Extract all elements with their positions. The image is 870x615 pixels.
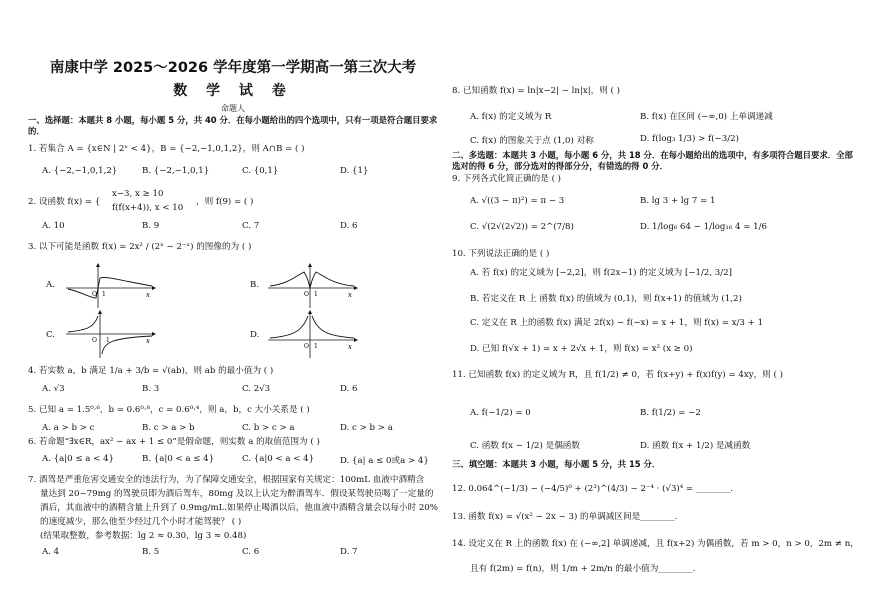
q4-option-b: B. 3 xyxy=(142,384,160,394)
q8-option-a: A. f(x) 的定义域为 R xyxy=(470,112,552,122)
svg-text:O: O xyxy=(304,291,309,298)
q9-stem: 9. 下列各式化简正确的是 ( ) xyxy=(452,174,562,184)
svg-text:1: 1 xyxy=(314,343,318,350)
q3-graph-b xyxy=(268,262,358,310)
q10-option-c: C. 定义在 R 上的函数 f(x) 满足 2f(x) − f(−x) = x + 1，则 f(x) = x/3 + 1 xyxy=(470,318,764,328)
q11-option-b: B. f(1/2) = −2 xyxy=(640,408,701,418)
q1-stem: 1. 若集合 A = {x∈N | 2ˣ < 4}，B = {−2,−1,0,1,2}，则 A∩B = ( ) xyxy=(28,144,305,154)
q5-stem: 5. 已知 a = 1.5⁰·⁶，b = 0.6⁰·⁸，c = 0.6⁰·⁴，则 a，b，c 大小关系是 ( ) xyxy=(28,405,310,415)
q9-option-c: C. √(2√(2√2)) = 2^(7/8) xyxy=(470,222,574,232)
q6-option-c: C. {a|0 < a < 4} xyxy=(242,454,315,464)
q4-option-c: C. 2√3 xyxy=(242,384,271,394)
q7-line-3: 酒后，其血液中的酒精含量上升到了 0.9mg/mL.如果停止喝酒以后，他血液中酒精含量会以每小时 20% xyxy=(40,503,438,513)
q4-option-a: A. √3 xyxy=(42,384,65,394)
q2-case-2: f(f(x+4)), x < 10 xyxy=(112,203,184,213)
svg-text:x: x xyxy=(146,291,150,299)
q2-case-1: x−3, x ≥ 10 xyxy=(112,189,164,199)
q5-option-c: C. b > c > a xyxy=(242,423,295,433)
q5-option-a: A. a > b > c xyxy=(42,423,95,433)
svg-text:1: 1 xyxy=(106,337,110,344)
q4-stem: 4. 若实数 a，b 满足 1/a + 3/b = √(ab)，则 ab 的最小值为 ( ) xyxy=(28,366,274,376)
svg-text:O: O xyxy=(92,337,97,344)
q7-option-a: A. 4 xyxy=(42,547,60,557)
q5-option-d: D. c > b > a xyxy=(340,423,393,433)
exam-title: 南康中学 2025～2026 学年度第一学期高一第三次大考 xyxy=(49,60,417,76)
section-3-heading: 三、填空题：本题共 3 小题，每小题 5 分，共 15 分． xyxy=(452,459,661,469)
q1-option-d: D. {1} xyxy=(340,166,369,176)
q7-line-4: 的速度减少，那么他至少经过几个小时才能驾驶？ ( ) xyxy=(40,517,242,527)
q4-option-d: D. 6 xyxy=(340,384,358,394)
q3-stem: 3. 以下可能是函数 f(x) = 2x² / (2ˣ − 2⁻ˣ) 的图像的为 ( ) xyxy=(28,242,252,252)
svg-text:O: O xyxy=(92,291,97,298)
q7-option-c: C. 6 xyxy=(242,547,260,557)
q11-option-a: A. f(−1/2) = 0 xyxy=(470,408,531,418)
q11-stem: 11. 已知函数 f(x) 的定义域为 R，且 f(1/2) ≠ 0，若 f(x+y) + f(x)f(y) = 4xy，则 ( ) xyxy=(452,370,783,380)
q7-option-b: B. 5 xyxy=(142,547,160,557)
q7-line-1: 7. 酒驾是严重危害交通安全的违法行为，为了保障交通安全，根据国家有关规定：100mL 血液中酒精含 xyxy=(28,475,425,485)
q1-option-a: A. {−2,−1,0,1,2} xyxy=(42,166,118,176)
q3-graph-c xyxy=(66,310,156,360)
svg-text:x: x xyxy=(348,343,352,351)
q2-stem-lead: 2. 设函数 f(x) = { xyxy=(28,197,101,207)
q3-option-b-label: B. xyxy=(250,280,260,290)
q3-graph-a xyxy=(66,262,156,310)
q2-option-a: A. 10 xyxy=(42,221,65,231)
q8-option-c: C. f(x) 的图象关于点 (1,0) 对称 xyxy=(470,136,594,146)
q8-option-d: D. f(log₃ 1/3) > f(−3/2) xyxy=(640,134,739,144)
q11-option-c: C. 函数 f(x − 1/2) 是偶函数 xyxy=(470,441,580,451)
q9-option-d: D. 1/log₆ 64 − 1/log₁₆ 4 = 1/6 xyxy=(640,222,767,232)
q6-option-b: B. {a|0 < a ≤ 4} xyxy=(142,454,215,464)
q9-option-a: A. √((3 − π)²) = π − 3 xyxy=(470,196,565,206)
svg-text:O: O xyxy=(304,343,309,350)
q2-option-b: B. 9 xyxy=(142,221,160,231)
q5-option-b: B. c > a > b xyxy=(142,423,195,433)
q3-option-c-label: C. xyxy=(46,330,56,340)
q1-option-c: C. {0,1} xyxy=(242,166,279,176)
q3-graph-d xyxy=(268,310,358,360)
q13-stem: 13. 函数 f(x) = √(x² − 2x − 3) 的单调减区间是________. xyxy=(452,512,678,522)
q10-option-d: D. 已知 f(√x + 1) = x + 2√x + 1，则 f(x) = x² (x ≥ 0) xyxy=(470,344,693,354)
section-1-heading: 一、选择题：本题共 8 小题，每小题 5 分，共 40 分．在每小题给出的四个选项中，只有一项是符合题目要求的． xyxy=(28,115,438,136)
q6-option-a: A. {a|0 ≤ a < 4} xyxy=(42,454,115,464)
q3-option-d-label: D. xyxy=(250,330,260,340)
svg-text:x: x xyxy=(348,291,352,299)
q10-option-a: A. 若 f(x) 的定义域为 [−2,2]，则 f(2x−1) 的定义域为 [−1/2, 3/2] xyxy=(470,268,732,278)
q6-option-d: D. {a| a ≤ 0或a > 4} xyxy=(340,456,429,466)
svg-text:x: x xyxy=(146,337,150,345)
q14-line-1: 14. 设定义在 R 上的函数 f(x) 在 (−∞,2] 单调递减，且 f(x+2) 为偶函数，若 m > 0，n > 0，2m ≠ n， xyxy=(452,539,859,549)
q7-line-2: 量达到 20~79mg 的驾驶员即为酒后驾车，80mg 及以上认定为醉酒驾车．假设某驾驶员喝了一定量的 xyxy=(40,489,434,499)
q10-option-b: B. 若定义在 R 上 函数 f(x) 的值域为 (0,1)，则 f(x+1) 的值域为 (1,2) xyxy=(470,294,742,304)
q1-option-b: B. {−2,−1,0,1} xyxy=(142,166,210,176)
section-2-heading: 二、多选题：本题共 3 小题，每小题 6 分，共 18 分．在每小题给出的选项中，有多项符合题目要求．全部选对的得 6 分，部分选对的得部分分，有错选的得 0 分． xyxy=(452,150,853,171)
q8-stem: 8. 已知函数 f(x) = ln|x−2| − ln|x|，则 ( ) xyxy=(452,86,620,96)
q9-option-b: B. lg 3 + lg 7 = 1 xyxy=(640,196,716,206)
q11-option-d: D. 函数 f(x + 1/2) 是减函数 xyxy=(640,441,751,451)
svg-text:1: 1 xyxy=(314,291,318,298)
q2-option-d: D. 6 xyxy=(340,221,358,231)
q10-stem: 10. 下列说法正确的是 ( ) xyxy=(452,249,550,259)
svg-text:1: 1 xyxy=(102,291,106,298)
q7-line-5: (结果取整数，参考数据：lg 2 ≈ 0.30，lg 3 ≈ 0.48) xyxy=(40,531,247,541)
exam-subject: 数 学 试 卷 xyxy=(173,83,293,99)
q2-stem-tail: ，则 f(9) = ( ) xyxy=(196,197,254,207)
q2-option-c: C. 7 xyxy=(242,221,260,231)
q14-line-2: 且有 f(2m) = f(n)，则 1/m + 2m/n 的最小值为________. xyxy=(470,564,696,574)
q12-stem: 12. 0.064^(−1/3) − (−4/5)⁰ + (2³)^(4/3) − 2⁻⁴ · (√3)⁴ = ________. xyxy=(452,484,733,494)
q7-option-d: D. 7 xyxy=(340,547,358,557)
q8-option-b: B. f(x) 在区间 (−∞,0) 上单调递减 xyxy=(640,112,773,122)
q6-stem: 6. 若命题“∃x∈R，ax² − ax + 1 ≤ 0”是假命题，则实数 a 的取值范围为 ( ) xyxy=(28,437,320,447)
exam-author: 命题人 xyxy=(221,104,245,113)
q3-option-a-label: A. xyxy=(46,280,55,290)
